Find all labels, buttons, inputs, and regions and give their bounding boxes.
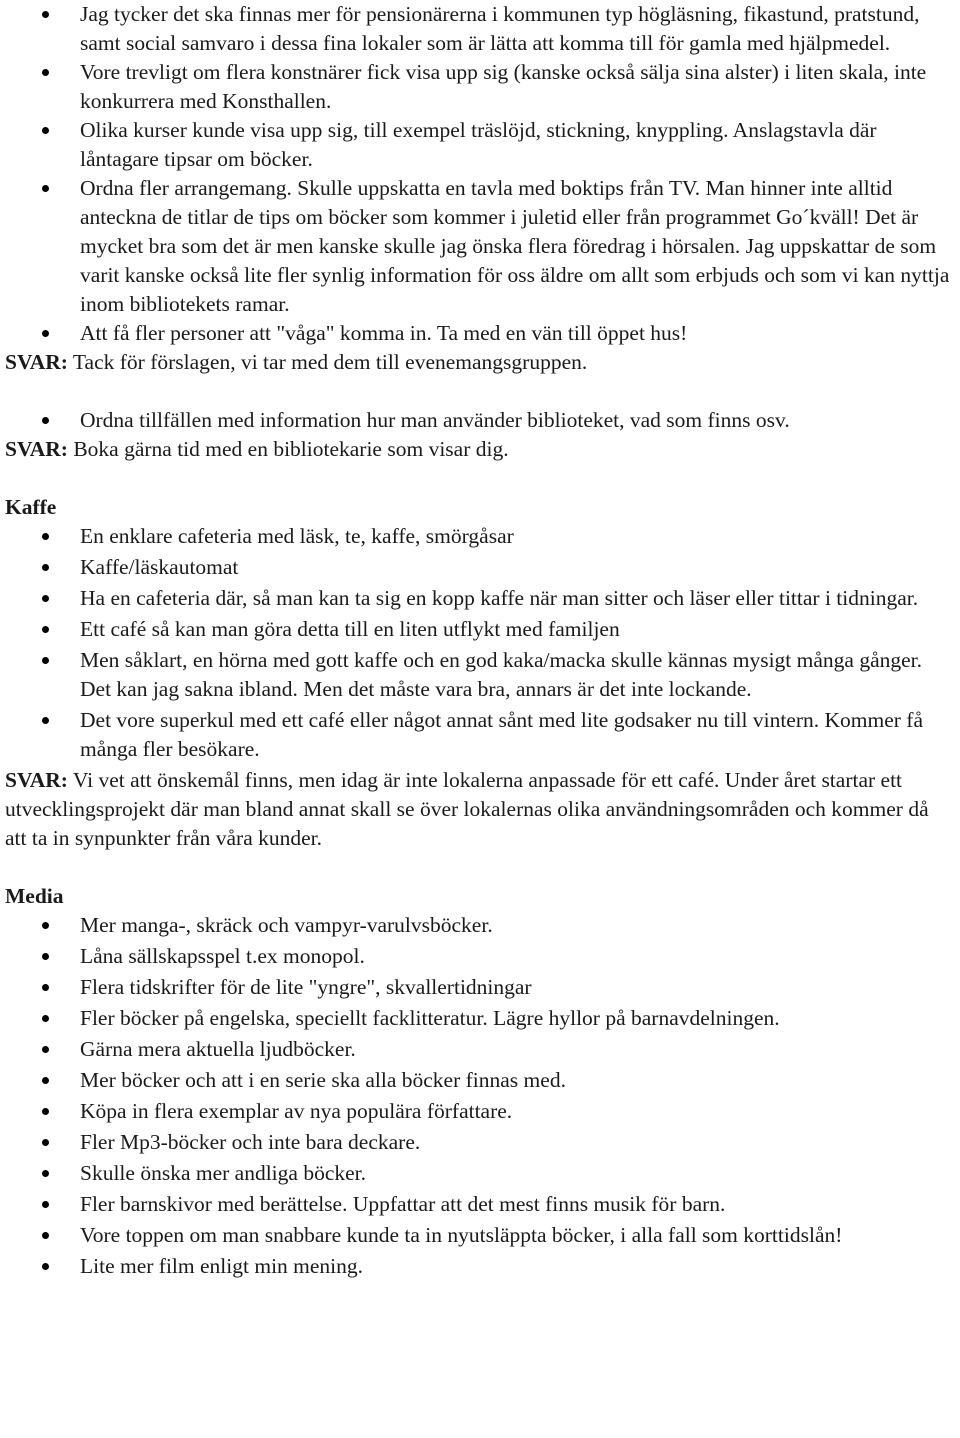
bullet-icon [42,626,49,633]
bullet-icon [42,1232,49,1239]
bullet-icon [42,11,49,18]
list-item [0,58,960,116]
list-item [0,174,960,319]
section-heading-kaffe: Kaffe [5,495,57,519]
list-item [0,584,960,613]
list-item-text: Fler barnskivor med berättelse. Uppfattar att det mest finns musik för barn. [80,1192,726,1216]
list-item [0,522,960,551]
list-item [0,319,960,348]
spacer [0,377,960,406]
list-item-text: Vore toppen om man snabbare kunde ta in nyutsläppta böcker, i alla fall som korttidslån! [80,1223,843,1247]
list-item [0,0,960,58]
bullet-icon [42,595,49,602]
spacer [0,853,960,882]
list-item-text: Gärna mera aktuella ljudböcker. [80,1037,356,1061]
list-item-text: En enklare cafeteria med läsk, te, kaffe, smörgåsar [80,524,514,548]
list-item-text: Ha en cafeteria där, så man kan ta sig en kopp kaffe när man sitter och läser eller tittar i tidningar. [80,586,919,610]
list-item [0,553,960,582]
reply-kaffe [0,766,960,853]
list-item-text: Jag tycker det ska finnas mer för pensionärerna i kommunen typ högläsning, fikastund, pratstund, samt social samvaro i dessa fina lokaler som är lätta att komma till för gamla med hjälpmedel. [80,2,920,55]
list-item-text: Men såklart, en hörna med gott kaffe och en god kaka/macka skulle kännas mysigt många gånger. Det kan jag sakna ibland. Men det måste vara bra, annars är det inte lockande. [80,648,923,701]
bullet-icon [42,657,49,664]
bullet-icon [42,1077,49,1084]
bullet-icon [42,564,49,571]
suggestion-list-events [0,0,960,348]
reply-text: Boka gärna tid med en bibliotekarie som visar dig. [67,437,509,461]
bullet-icon [42,69,49,76]
list-item-text: Mer manga-, skräck och vampyr-varulvsböcker. [80,913,493,937]
list-item-text: Köpa in flera exemplar av nya populära författare. [80,1099,513,1123]
reply-text: Tack för förslagen, vi tar med dem till evenemangsgruppen. [67,350,588,374]
bullet-icon [42,417,49,424]
bullet-icon [42,717,49,724]
list-item-text: Vore trevligt om flera konstnärer fick visa upp sig (kanske också sälja sina alster) i liten skala, inte konkurrera med Konsthallen. [80,60,927,113]
reply-label: SVAR: [5,350,68,374]
list-item-text: Skulle önska mer andliga böcker. [80,1161,366,1185]
bullet-icon [42,330,49,337]
list-item [0,1159,960,1188]
reply-label: SVAR: [5,768,68,792]
reply-events [0,348,960,377]
list-item [0,1004,960,1033]
list-item-text: Fler Mp3-böcker och inte bara deckare. [80,1130,421,1154]
list-item [0,1252,960,1281]
bullet-icon [42,1108,49,1115]
bullet-icon [42,533,49,540]
list-item-text: Låna sällskapsspel t.ex monopol. [80,944,365,968]
section-heading-media: Media [5,884,64,908]
list-item-text: Mer böcker och att i en serie ska alla böcker finnas med. [80,1068,566,1092]
bullet-icon [42,1015,49,1022]
bullet-icon [42,1046,49,1053]
reply-information [0,435,960,464]
list-item-text: Det vore superkul med ett café eller något annat sånt med lite godsaker nu till vintern. Kommer få många fler besökare. [80,708,923,761]
list-item [0,1035,960,1064]
list-item [0,1221,960,1250]
list-item-text: Flera tidskrifter för de lite "yngre", skvallertidningar [80,975,532,999]
suggestion-list-kaffe [0,522,960,764]
bullet-icon [42,1139,49,1146]
bullet-icon [42,127,49,134]
bullet-icon [42,1263,49,1270]
bullet-icon [42,185,49,192]
list-item [0,615,960,644]
list-item [0,911,960,940]
reply-text: Vi vet att önskemål finns, men idag är inte lokalerna anpassade för ett café. Under året startar ett utvecklingsprojekt där man bland annat skall se över lokalernas olika användningsområden och kommer då att ta in synpunkter från våra kunder. [5,768,929,850]
list-item [0,406,960,435]
reply-label: SVAR: [5,437,68,461]
list-item-text: Olika kurser kunde visa upp sig, till exempel träslöjd, stickning, knyppling. Anslagstavla där låntagare tipsar om böcker. [80,118,877,171]
list-item [0,973,960,1002]
spacer [0,464,960,493]
list-item [0,116,960,174]
list-item [0,1128,960,1157]
bullet-icon [42,1201,49,1208]
list-item-text: Att få fler personer att "våga" komma in. Ta med en vän till öppet hus! [80,321,688,345]
list-item-text: Ett café så kan man göra detta till en liten utflykt med familjen [80,617,620,641]
list-item-text: Ordna fler arrangemang. Skulle uppskatta en tavla med boktips från TV. Man hinner inte alltid anteckna de titlar de tips om böcker som kommer i juletid eller från programmet Go´kväll! Det är mycket bra som det är men kanske skulle jag önska flera föredrag i hörsalen. Jag uppskattar de som varit kanske också lite fler synlig information för oss äldre om allt som erbjuds och som vi kan nyttja inom bibliotekets ramar. [80,176,950,316]
bullet-icon [42,922,49,929]
list-item [0,942,960,971]
list-item-text: Kaffe/läskautomat [80,555,239,579]
list-item [0,646,960,704]
list-item [0,1097,960,1126]
list-item-text: Ordna tillfällen med information hur man använder biblioteket, vad som finns osv. [80,408,790,432]
suggestion-list-information [0,406,960,435]
list-item-text: Fler böcker på engelska, speciellt facklitteratur. Lägre hyllor på barnavdelningen. [80,1006,780,1030]
bullet-icon [42,984,49,991]
list-item [0,1066,960,1095]
suggestion-list-media [0,911,960,1281]
list-item [0,1190,960,1219]
list-item-text: Lite mer film enligt min mening. [80,1254,364,1278]
bullet-icon [42,953,49,960]
list-item [0,706,960,764]
bullet-icon [42,1170,49,1177]
